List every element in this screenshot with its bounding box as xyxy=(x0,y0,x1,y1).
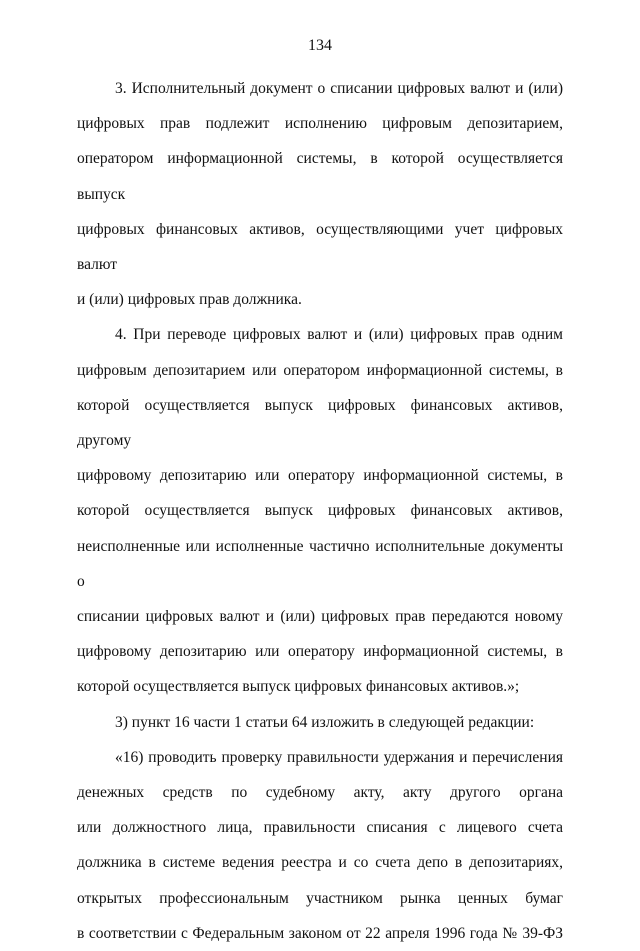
text-line: денежных средств по судебному акту, акту другого органа xyxy=(77,784,563,802)
text-line: которой осуществляется выпуск цифровых финансовых активов, xyxy=(77,502,563,520)
text-line: цифровому депозитарию или оператору информационной системы, в xyxy=(77,643,563,661)
text-line: оператором информационной системы, в которой осуществляется выпуск xyxy=(77,150,563,203)
paragraph-4 xyxy=(77,740,563,951)
text-line: в соответствии с Федеральным законом от 22 апреля 1996 года № 39-ФЗ xyxy=(77,924,563,942)
text-line: 3) пункт 16 части 1 статьи 64 изложить в следующей редакции: xyxy=(115,713,535,731)
text-line: которой осуществляется выпуск цифровых финансовых активов, другому xyxy=(77,396,563,450)
paragraph-2 xyxy=(77,317,563,704)
text-line: цифровых прав подлежит исполнению цифровым депозитарием, xyxy=(77,115,563,133)
document-body xyxy=(77,71,563,951)
text-line: 3. Исполнительный документ о списании цифровых валют и (или) xyxy=(115,80,563,97)
text-line: неисполненные или исполненные частично исполнительные документы о xyxy=(77,537,563,590)
text-line: цифровому депозитарию или оператору информационной системы, в xyxy=(77,467,563,485)
page-number: 134 xyxy=(308,37,332,54)
text-line: и (или) цифровых прав должника. xyxy=(77,291,302,309)
text-line: «16) проводить проверку правильности удержания и перечисления xyxy=(115,748,563,766)
paragraph-1 xyxy=(77,71,563,317)
text-line: должника в системе ведения реестра и со счета депо в депозитариях, xyxy=(77,854,563,872)
text-line: цифровым депозитарием или оператором информационной системы, в xyxy=(77,361,563,379)
text-line: открытых профессиональным участником рынка ценных бумаг xyxy=(77,889,563,907)
text-line: которой осуществляется выпуск цифровых финансовых активов.»; xyxy=(77,678,520,696)
paragraph-3 xyxy=(77,705,563,740)
text-line: цифровых финансовых активов, осуществляющими учет цифровых валют xyxy=(77,220,563,274)
text-line: списании цифровых валют и (или) цифровых прав передаются новому xyxy=(77,608,563,626)
text-line: или должностного лица, правильности списания с лицевого счета xyxy=(77,819,563,837)
text-line: 4. При переводе цифровых валют и (или) цифровых прав одним xyxy=(115,326,563,344)
